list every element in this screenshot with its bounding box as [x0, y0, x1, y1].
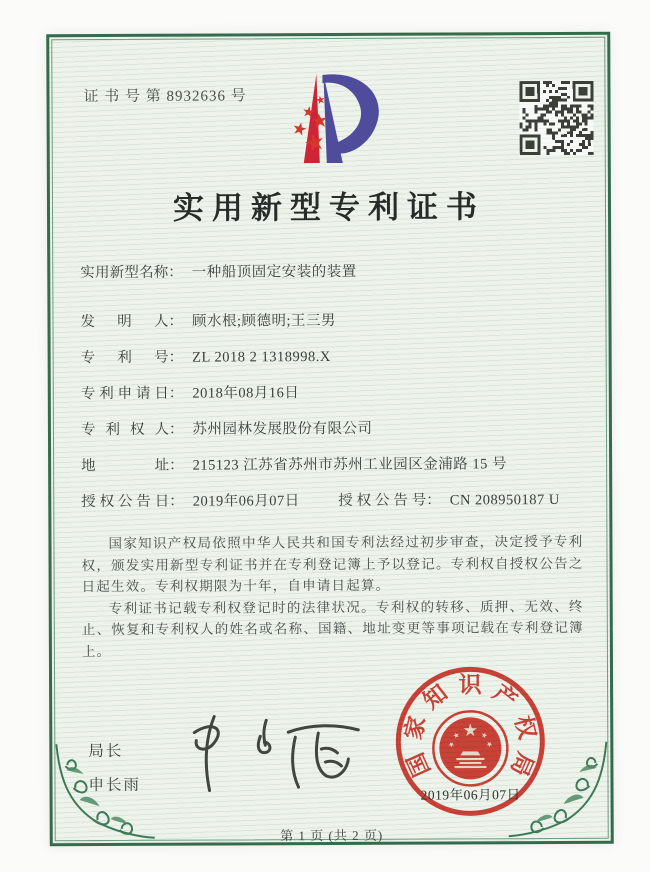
qr-code-icon [519, 81, 593, 155]
seal-date: 2019年06月07日 [420, 787, 521, 803]
field-label: 专利号 [80, 349, 169, 367]
grant-number-pair [338, 492, 560, 509]
seal-char: 识 [458, 672, 482, 698]
seal-char: 产 [488, 679, 522, 714]
field-colon: ： [168, 421, 184, 438]
field-row-grant [81, 488, 587, 512]
seal-char: 权 [510, 713, 541, 742]
field-label: 授权公告号 [338, 492, 427, 509]
patent-certificate [46, 32, 614, 846]
body-paragraph-1: 国家知识产权局依照中华人民共和国专利法经过初步审查，决定授予专利权，颁发实用新型专利证书并在专利登记簿上予以登记。专利权自授权公告之日起生效。专利权期限为十年，自申请日起算。 [81, 533, 584, 595]
field-value: 苏州园林发展股份有限公司 [192, 420, 373, 438]
commissioner-signature-handwriting [180, 702, 380, 803]
field-label: 地址 [81, 457, 170, 475]
seal-char: 局 [505, 748, 539, 780]
field-label: 实用新型名称 [80, 264, 169, 282]
field-value: 2018年08月16日 [192, 385, 300, 402]
field-value: 215123 江苏省苏州市苏州工业园区金浦路 15 号 [192, 456, 508, 474]
certificate-fields [80, 259, 587, 526]
certificate-number: 证 书 号 第 8932636 号 [83, 88, 247, 106]
field-row-address [81, 452, 587, 476]
field-row-patent-number [81, 344, 587, 368]
field-colon: ： [169, 457, 184, 474]
field-label: 授权公告日 [81, 493, 170, 511]
field-value: 一种船顶固定安装的装置 [191, 263, 357, 281]
field-colon: ： [169, 493, 184, 510]
field-colon: ： [426, 492, 441, 509]
seal-char: 国 [402, 748, 435, 781]
field-value: 2019年06月07日 [192, 493, 300, 510]
field-label: 专利申请日 [80, 385, 169, 403]
page-footer: 第 1 页 (共 2 页) [280, 827, 384, 844]
field-row-utility-model-name [80, 259, 586, 283]
seal-char: 家 [400, 713, 431, 743]
commissioner-name: 申长雨 [88, 776, 142, 795]
field-value: 顾水根;顾德明;王三男 [191, 312, 337, 330]
national-emblem-icon [433, 711, 507, 785]
field-colon: ： [168, 385, 184, 402]
field-colon: ： [168, 264, 183, 281]
certificate-title: 实用新型专利证书 [172, 189, 486, 226]
field-row-patentee [81, 416, 587, 440]
field-value: CN 208950187 U [449, 491, 560, 509]
field-colon: ： [168, 349, 184, 366]
cnipa-patent-logo-icon [258, 62, 399, 179]
field-label: 专利权人 [80, 421, 169, 439]
seal-char: 知 [418, 680, 453, 714]
field-row-filing-date [81, 380, 587, 404]
grant-date-pair [81, 489, 338, 511]
field-value: ZL 2018 2 1318998.X [192, 348, 331, 366]
field-row-inventor [80, 308, 586, 332]
commissioner-title: 局长 [88, 742, 124, 761]
field-colon: ： [168, 313, 184, 330]
field-label: 发明人 [80, 313, 169, 331]
legal-text [81, 531, 584, 662]
body-paragraph-2: 专利证书记载专利权登记时的法律状况。专利权的转移、质押、无效、终止、恢复和专利权人的姓名或名称、国籍、地址变更等事项记载在专利登记簿上。 [81, 598, 584, 659]
